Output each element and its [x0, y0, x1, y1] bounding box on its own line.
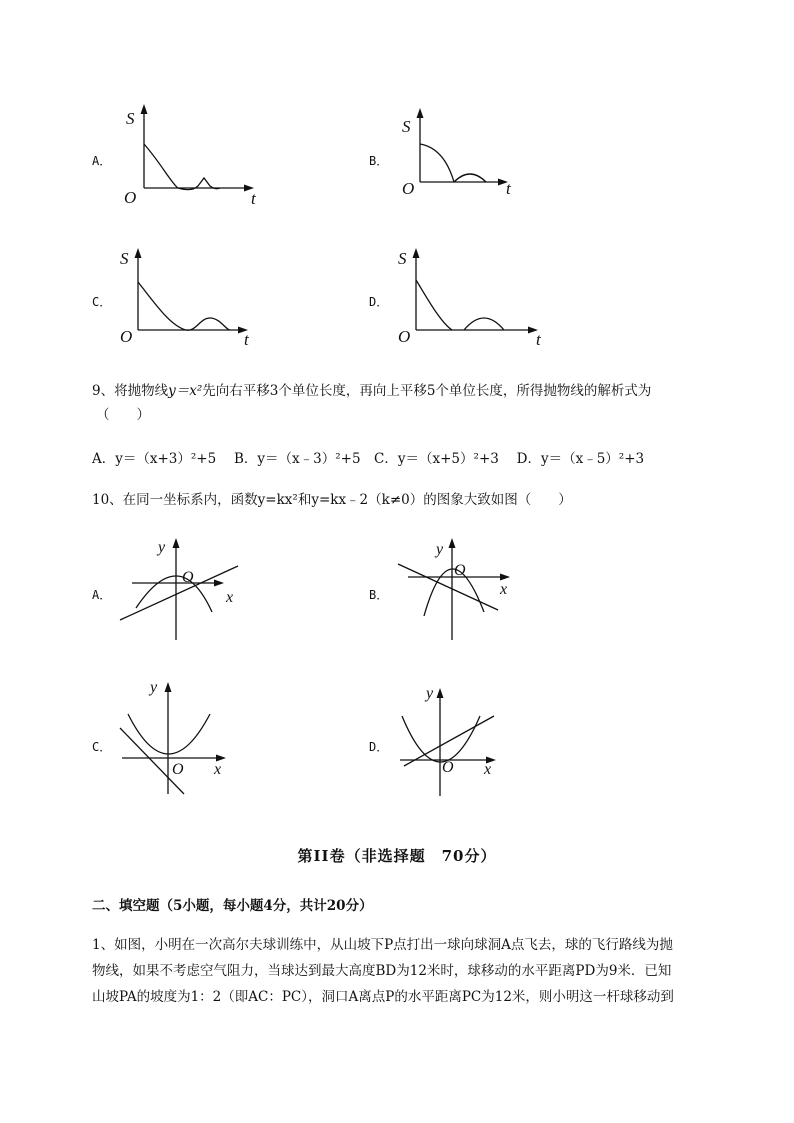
option-label-a: A．: [92, 588, 112, 602]
axis-label-t: t: [244, 330, 249, 349]
axis-label-y: y: [426, 685, 434, 702]
q1-line-3: 山坡PA的坡度为1：2（即AC：PC），洞口A离点P的水平距离PC为12米，则小明这一杆球移动到: [92, 989, 674, 1005]
option-label-d: D．: [369, 740, 389, 754]
graph-q8-d: [394, 242, 554, 352]
option-label-a: A．: [92, 154, 112, 168]
option-label-d: D．: [369, 295, 389, 309]
graph-q8-a: [120, 100, 270, 210]
option-label-c: C．: [92, 740, 112, 754]
q9-prefix: 9、将抛物线: [92, 383, 169, 399]
axis-label-t: t: [536, 330, 541, 349]
graph-q8-b: [396, 100, 546, 210]
axis-label-x: x: [226, 589, 234, 606]
question-1-text: [92, 932, 742, 1010]
fill-blank-heading: 二、填空题（5小题，每小题4分，共计20分）: [92, 898, 373, 914]
origin-label: O: [454, 562, 466, 579]
origin-label: O: [172, 761, 184, 778]
origin-label: O: [124, 188, 137, 207]
question-10-stem: 10、在同一坐标系内，函数y=kx²和y=kx﹣2（k≠0）的图象大致如图（ ）: [92, 492, 572, 508]
axis-label-x: x: [500, 581, 508, 598]
q1-line-1: 1、如图，小明在一次高尔夫球训练中，从山坡下P点打出一球向球洞A点飞去，球的飞行路线为抛: [92, 937, 673, 953]
axis-label-y: y: [158, 539, 166, 556]
axis-label-t: t: [251, 189, 256, 208]
origin-label: O: [398, 327, 411, 346]
option-label-b: B．: [369, 154, 389, 168]
graph-q10-c: [110, 676, 250, 800]
axis-label-t: t: [506, 179, 511, 198]
section-title: 第II卷（非选择题 70分）: [297, 847, 497, 865]
graph-q10-a: [110, 532, 250, 644]
axis-label-x: x: [214, 761, 222, 778]
q1-line-2: 物线，如果不考虑空气阻力，当球达到最大高度BD为12米时，球移动的水平距离PD为9米．已知: [92, 963, 672, 979]
option-label-b: B．: [369, 588, 389, 602]
graph-q10-d: [392, 680, 532, 804]
q9-suffix: 先向右平移3个单位长度，再向上平移5个单位长度，所得抛物线的解析式为: [202, 383, 652, 399]
axis-label-x: x: [484, 761, 492, 778]
axis-label-s: S: [126, 109, 135, 128]
axis-label-s: S: [402, 117, 411, 136]
graph-q10-b: [388, 532, 528, 644]
origin-label: O: [120, 327, 133, 346]
question-9-stem: [92, 381, 651, 401]
question-9-paren: （ ）: [96, 407, 150, 423]
axis-label-s: S: [398, 249, 407, 268]
axis-label-s: S: [120, 249, 129, 268]
origin-label: O: [182, 569, 194, 586]
axis-label-y: y: [150, 679, 158, 696]
axis-label-y: y: [436, 541, 444, 558]
q9-formula: y＝x²: [168, 383, 203, 399]
graph-q8-c: [116, 242, 266, 352]
question-9-options: A．y＝（x+3）²+5 B．y＝（x﹣3）²+5 C．y＝（x+5）²+3 D．y＝（x﹣5）²+3: [92, 451, 645, 467]
origin-label: O: [442, 759, 454, 776]
origin-label: O: [402, 179, 415, 198]
option-label-c: C．: [92, 295, 112, 309]
